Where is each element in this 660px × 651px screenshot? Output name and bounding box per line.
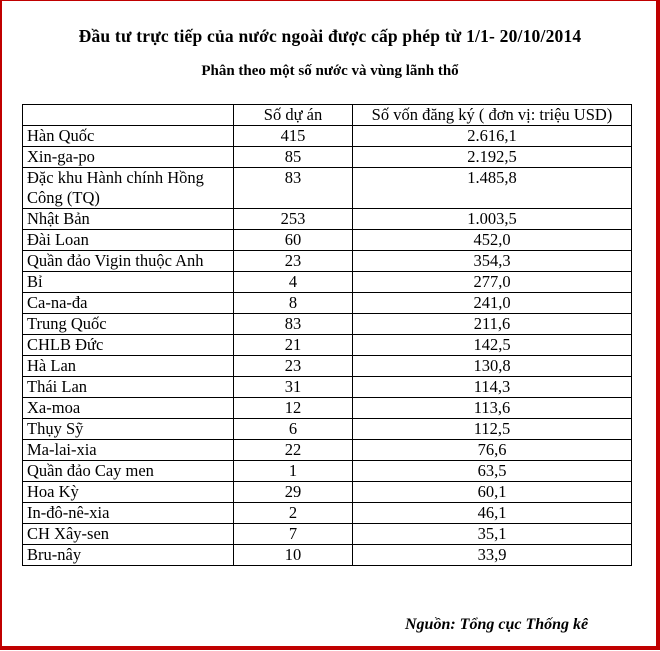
- country-cell: Ca-na-đa: [23, 293, 234, 314]
- country-cell: Quần đảo Cay men: [23, 461, 234, 482]
- table-row: [23, 545, 632, 566]
- table-row: [23, 168, 632, 209]
- capital-cell: 130,8: [353, 356, 632, 377]
- capital-cell: 2.616,1: [353, 126, 632, 147]
- projects-cell: 10: [234, 545, 353, 566]
- source-note: Nguồn: Tổng cục Thống kê: [405, 616, 589, 633]
- header-projects: Số dự án: [234, 105, 353, 126]
- country-cell: Hoa Kỳ: [23, 482, 234, 503]
- page-subtitle: Phân theo một số nước và vùng lãnh thổ: [201, 63, 459, 79]
- table-row: [23, 272, 632, 293]
- country-cell: CHLB Đức: [23, 335, 234, 356]
- table-row: [23, 440, 632, 461]
- country-cell: Trung Quốc: [23, 314, 234, 335]
- country-cell: Hà Lan: [23, 356, 234, 377]
- capital-cell: 112,5: [353, 419, 632, 440]
- projects-cell: 6: [234, 419, 353, 440]
- table-row: [23, 482, 632, 503]
- header-capital: Số vốn đăng ký ( đơn vị: triệu USD): [353, 105, 632, 126]
- projects-cell: 253: [234, 209, 353, 230]
- projects-cell: 415: [234, 126, 353, 147]
- table-row: [23, 503, 632, 524]
- projects-cell: 83: [234, 168, 353, 209]
- projects-cell: 23: [234, 251, 353, 272]
- table-row: [23, 356, 632, 377]
- country-cell: Thụy Sỹ: [23, 419, 234, 440]
- capital-cell: 114,3: [353, 377, 632, 398]
- capital-cell: 211,6: [353, 314, 632, 335]
- country-cell: Xa-moa: [23, 398, 234, 419]
- capital-cell: 354,3: [353, 251, 632, 272]
- projects-cell: 85: [234, 147, 353, 168]
- table-row: [23, 419, 632, 440]
- projects-cell: 2: [234, 503, 353, 524]
- projects-cell: 31: [234, 377, 353, 398]
- projects-cell: 22: [234, 440, 353, 461]
- capital-cell: 1.003,5: [353, 209, 632, 230]
- capital-cell: 63,5: [353, 461, 632, 482]
- country-cell: Thái Lan: [23, 377, 234, 398]
- projects-cell: 12: [234, 398, 353, 419]
- table-row: [23, 147, 632, 168]
- country-cell: Quần đảo Vigin thuộc Anh: [23, 251, 234, 272]
- capital-cell: 277,0: [353, 272, 632, 293]
- country-cell: Bỉ: [23, 272, 234, 293]
- country-cell: Đặc khu Hành chính Hồng Công (TQ): [23, 168, 234, 209]
- table-row: [23, 398, 632, 419]
- table-row: [23, 126, 632, 147]
- country-cell: Đài Loan: [23, 230, 234, 251]
- table-row: [23, 209, 632, 230]
- capital-cell: 241,0: [353, 293, 632, 314]
- projects-cell: 21: [234, 335, 353, 356]
- table-row: [23, 251, 632, 272]
- capital-cell: 452,0: [353, 230, 632, 251]
- capital-cell: 76,6: [353, 440, 632, 461]
- header-country: [23, 105, 234, 126]
- table-row: [23, 524, 632, 545]
- table-header-row: [23, 105, 632, 126]
- capital-cell: 2.192,5: [353, 147, 632, 168]
- country-cell: CH Xây-sen: [23, 524, 234, 545]
- capital-cell: 60,1: [353, 482, 632, 503]
- capital-cell: 142,5: [353, 335, 632, 356]
- table-row: [23, 335, 632, 356]
- page-title: Đầu tư trực tiếp của nước ngoài được cấp phép từ 1/1- 20/10/2014: [78, 26, 582, 46]
- country-cell: In-đô-nê-xia: [23, 503, 234, 524]
- projects-cell: 4: [234, 272, 353, 293]
- projects-cell: 1: [234, 461, 353, 482]
- fdi-table: [22, 104, 632, 566]
- country-cell: Ma-lai-xia: [23, 440, 234, 461]
- country-cell: Bru-nây: [23, 545, 234, 566]
- capital-cell: 33,9: [353, 545, 632, 566]
- country-cell: Hàn Quốc: [23, 126, 234, 147]
- table-row: [23, 461, 632, 482]
- projects-cell: 7: [234, 524, 353, 545]
- capital-cell: 35,1: [353, 524, 632, 545]
- table-row: [23, 377, 632, 398]
- projects-cell: 23: [234, 356, 353, 377]
- projects-cell: 29: [234, 482, 353, 503]
- country-cell: Xin-ga-po: [23, 147, 234, 168]
- projects-cell: 60: [234, 230, 353, 251]
- capital-cell: 46,1: [353, 503, 632, 524]
- table-row: [23, 293, 632, 314]
- capital-cell: 113,6: [353, 398, 632, 419]
- country-cell: Nhật Bản: [23, 209, 234, 230]
- projects-cell: 83: [234, 314, 353, 335]
- projects-cell: 8: [234, 293, 353, 314]
- capital-cell: 1.485,8: [353, 168, 632, 209]
- table-row: [23, 314, 632, 335]
- table-row: [23, 230, 632, 251]
